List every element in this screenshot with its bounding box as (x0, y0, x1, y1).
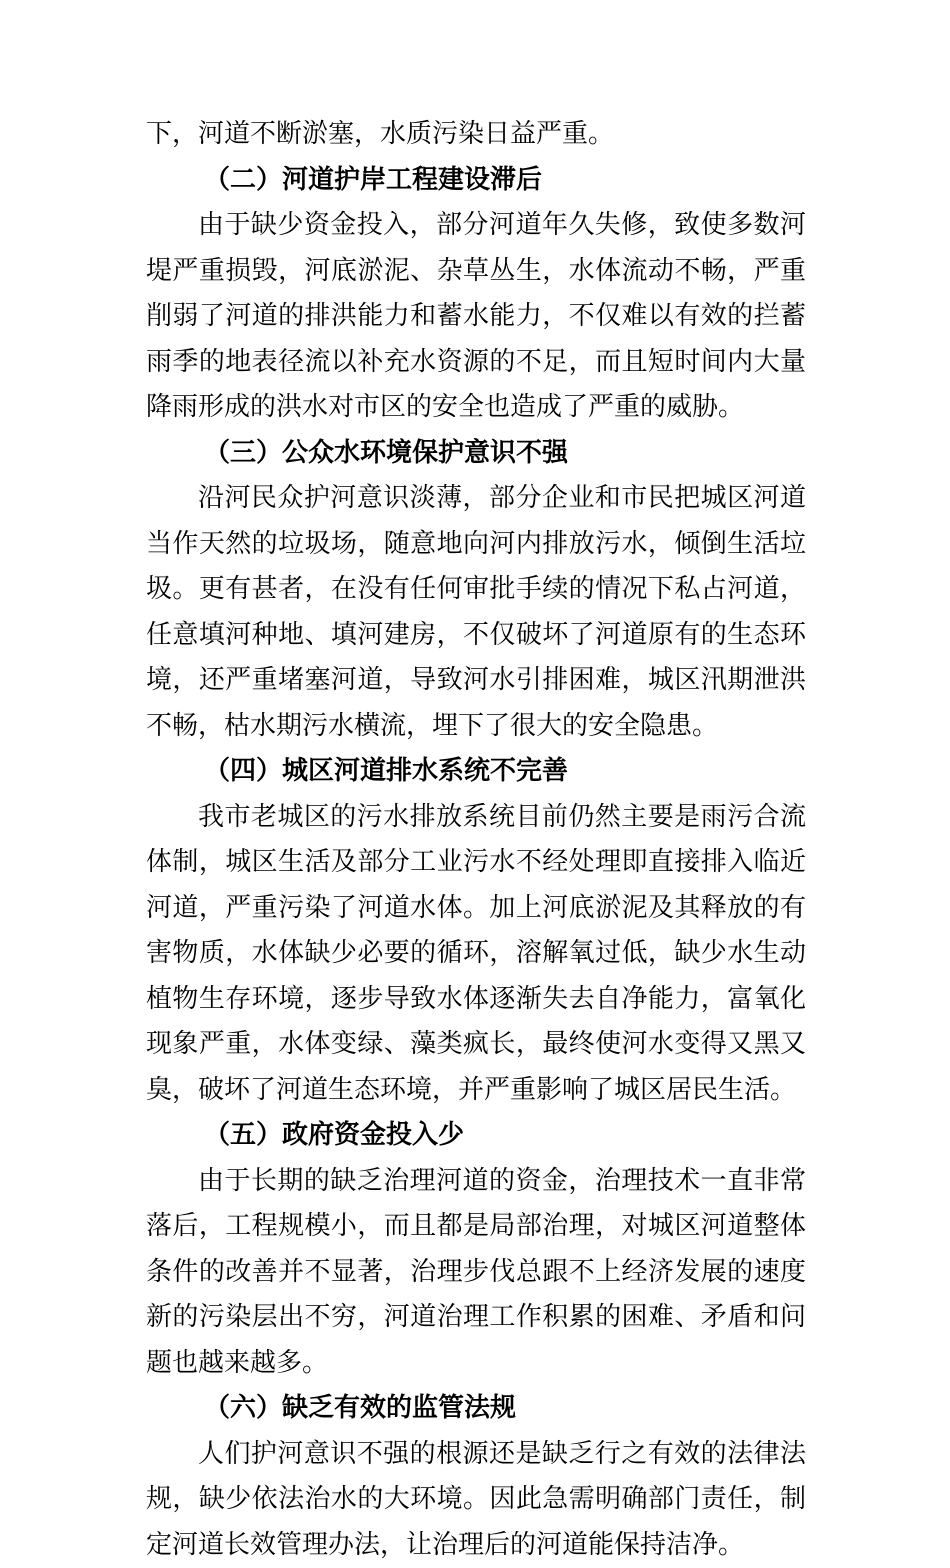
paragraph-line: 任意填河种地、填河建房，不仅破坏了河道原有的生态环 (146, 613, 806, 659)
paragraph-line: 害物质，水体缺少必要的循环，溶解氧过低，缺少水生动 (146, 931, 806, 977)
paragraph-line: 由于缺少资金投入，部分河道年久失修，致使多数河 (146, 203, 806, 249)
paragraph-line: 定河道长效管理办法，让治理后的河道能保持洁净。 (146, 1523, 806, 1568)
section-heading: （五）政府资金投入少 (146, 1113, 806, 1159)
paragraph-line: 植物生存环境，逐步导致水体逐渐失去自净能力，富氧化 (146, 977, 806, 1023)
paragraph-line: 新的污染层出不穷，河道治理工作积累的困难、矛盾和问 (146, 1295, 806, 1341)
paragraph-line: 河道，严重污染了河道水体。加上河底淤泥及其释放的有 (146, 886, 806, 932)
paragraph-line: 下，河道不断淤塞，水质污染日益严重。 (146, 112, 806, 158)
paragraph-line: 现象严重，水体变绿、藻类疯长，最终使河水变得又黑又 (146, 1022, 806, 1068)
paragraph-line: 题也越来越多。 (146, 1341, 806, 1387)
paragraph-line: 雨季的地表径流以补充水资源的不足，而且短时间内大量 (146, 340, 806, 386)
paragraph-line: 圾。更有甚者，在没有任何审批手续的情况下私占河道， (146, 567, 806, 613)
section-heading: （三）公众水环境保护意识不强 (146, 431, 806, 477)
paragraph-line: 当作天然的垃圾场，随意地向河内排放污水，倾倒生活垃 (146, 522, 806, 568)
paragraph-line: 沿河民众护河意识淡薄，部分企业和市民把城区河道 (146, 476, 806, 522)
section-heading: （四）城区河道排水系统不完善 (146, 749, 806, 795)
section-heading: （六）缺乏有效的监管法规 (146, 1386, 806, 1432)
paragraph-line: 由于长期的缺乏治理河道的资金，治理技术一直非常 (146, 1159, 806, 1205)
paragraph-line: 降雨形成的洪水对市区的安全也造成了严重的威胁。 (146, 385, 806, 431)
document-body (146, 112, 806, 1568)
paragraph-line: 臭，破坏了河道生态环境，并严重影响了城区居民生活。 (146, 1068, 806, 1114)
paragraph-line: 境，还严重堵塞河道，导致河水引排困难，城区汛期泄洪 (146, 658, 806, 704)
paragraph-line: 不畅，枯水期污水横流，埋下了很大的安全隐患。 (146, 704, 806, 750)
paragraph-line: 体制，城区生活及部分工业污水不经处理即直接排入临近 (146, 840, 806, 886)
paragraph-line: 人们护河意识不强的根源还是缺乏行之有效的法律法 (146, 1432, 806, 1478)
paragraph-line: 条件的改善并不显著，治理步伐总跟不上经济发展的速度 (146, 1250, 806, 1296)
paragraph-line: 我市老城区的污水排放系统目前仍然主要是雨污合流 (146, 795, 806, 841)
paragraph-line: 落后，工程规模小，而且都是局部治理，对城区河道整体 (146, 1204, 806, 1250)
paragraph-line: 堤严重损毁，河底淤泥、杂草丛生，水体流动不畅，严重 (146, 249, 806, 295)
paragraph-line: 削弱了河道的排洪能力和蓄水能力，不仅难以有效的拦蓄 (146, 294, 806, 340)
section-heading: （二）河道护岸工程建设滞后 (146, 158, 806, 204)
paragraph-line: 规，缺少依法治水的大环境。因此急需明确部门责任，制 (146, 1477, 806, 1523)
